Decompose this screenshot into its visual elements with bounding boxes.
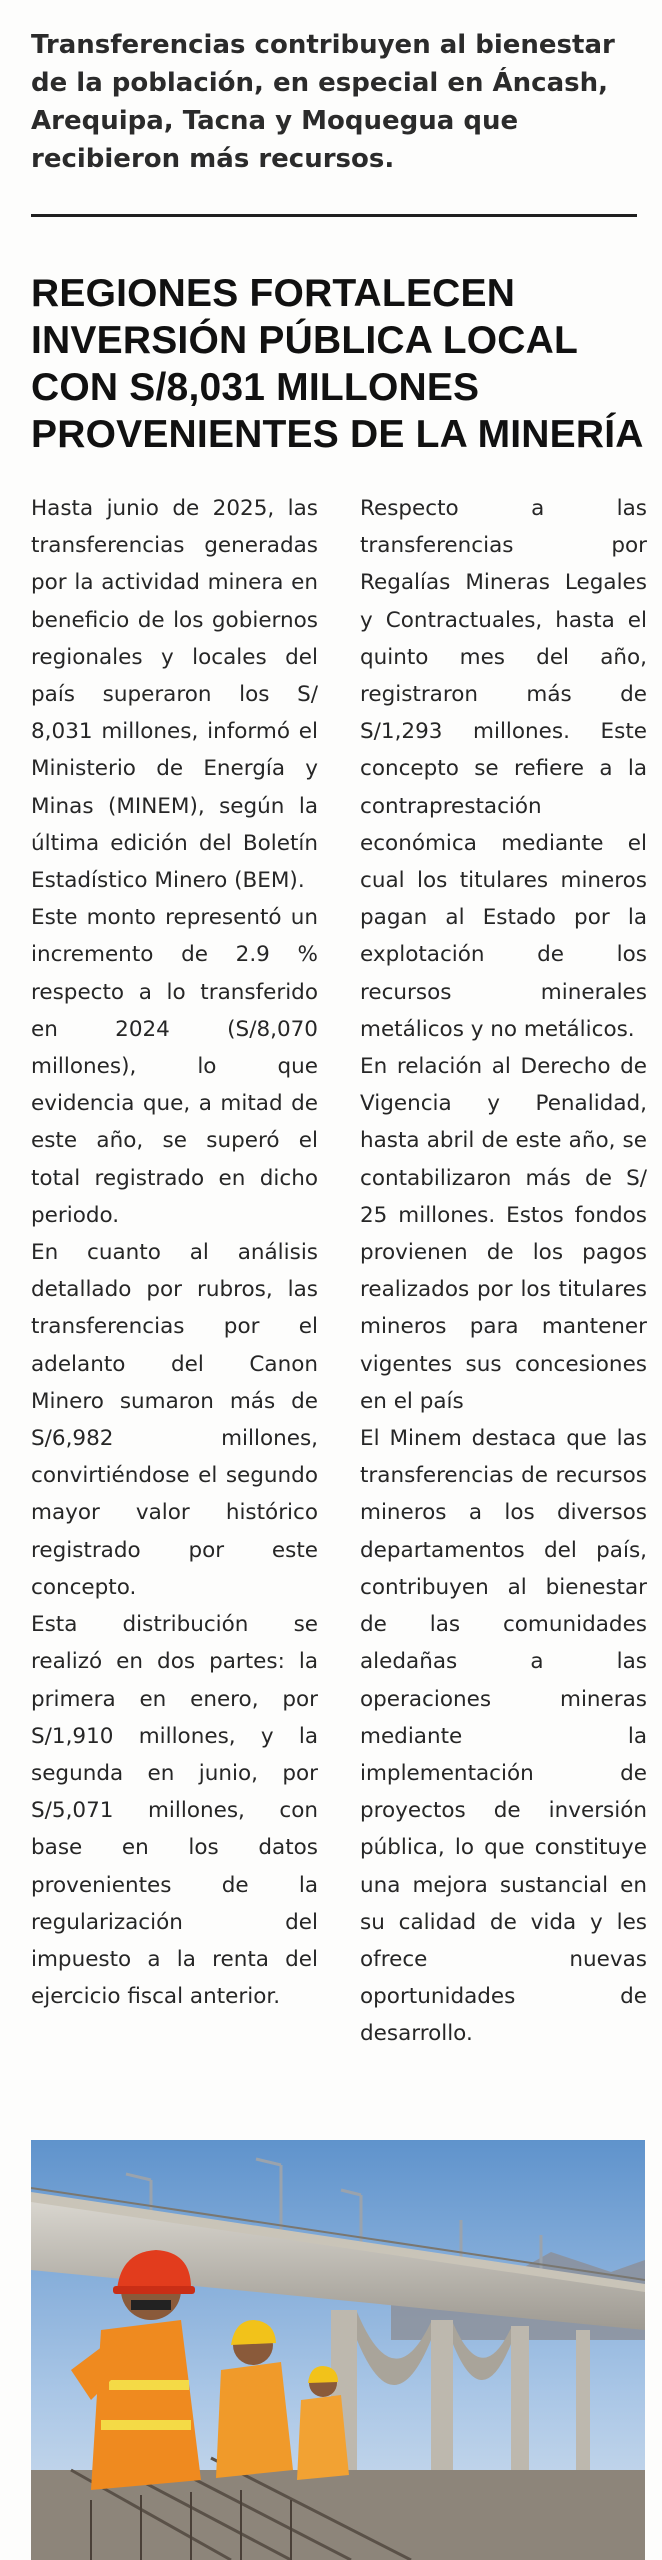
article-headline: REGIONES FORTALECEN INVERSIÓN PÚBLICA LOCAL CON S/8,031 MILLONES PROVENIENTES DE LA MINERÍA xyxy=(31,272,644,456)
body-paragraph: En relación al Derecho de Vigencia y Penalidad, hasta abril de este año, se contabilizaron más de S/ 25 millones. Estos fondos provienen de los pagos realizados por los titulares mineros para mantener vigentes sus concesiones en el país xyxy=(360,1054,647,1414)
body-paragraph: En cuanto al análisis detallado por rubros, las transferencias por el adelanto del Canon Minero sumaron más de S/6,982 millones, convirtiéndose el segundo mayor valor histórico registrado por este concepto. xyxy=(31,1240,318,1600)
section-divider xyxy=(31,214,637,217)
body-column-right xyxy=(360,490,647,2053)
body-paragraph: Respecto a las transferencias por Regalías Mineras Legales y Contractuales, hasta el quinto mes del año, registraron más de S/1,293 millones. Este concepto se refiere a la contraprestación económica mediante el cual los titulares mineros pagan al Estado por la explotación de los recursos minerales metálicos y no metálicos. xyxy=(360,496,647,1042)
body-paragraph: Este monto representó un incremento de 2.9 % respecto a lo transferido en 2024 (S/8,070 millones), lo que evidencia que, a mitad de este año, se superó el total registrado en dicho periodo. xyxy=(31,905,318,1228)
body-paragraph: Esta distribución se realizó en dos partes: la primera en enero, por S/1,910 millones, y la segunda en junio, por S/5,071 millones, con base en los datos provenientes de la regularización del impuesto a la renta del ejercicio fiscal anterior. xyxy=(31,1612,318,2010)
body-paragraph: El Minem destaca que las transferencias de recursos mineros a los diversos departamentos del país, contribuyen al bienestar de las comunidades aledañas a las operaciones mineras mediante la implementación de proyectos de inversión pública, lo que constituye una mejora sustancial en su calidad de vida y les ofrece nuevas oportunidades de desarrollo. xyxy=(360,1426,647,2047)
article-summary: Transferencias contribuyen al bienestar de la población, en especial en Áncash, Arequipa, Tacna y Moquegua que recibieron más recursos. xyxy=(31,30,615,174)
body-column-left xyxy=(31,490,318,2015)
body-paragraph: Hasta junio de 2025, las transferencias generadas por la actividad minera en beneficio de los gobiernos regionales y locales del país superaron los S/ 8,031 millones, informó el Ministerio de Energía y Minas (MINEM), según la última edición del Boletín Estadístico Minero (BEM). xyxy=(31,496,318,894)
construction-workers-bridge-photo xyxy=(31,2140,645,2560)
